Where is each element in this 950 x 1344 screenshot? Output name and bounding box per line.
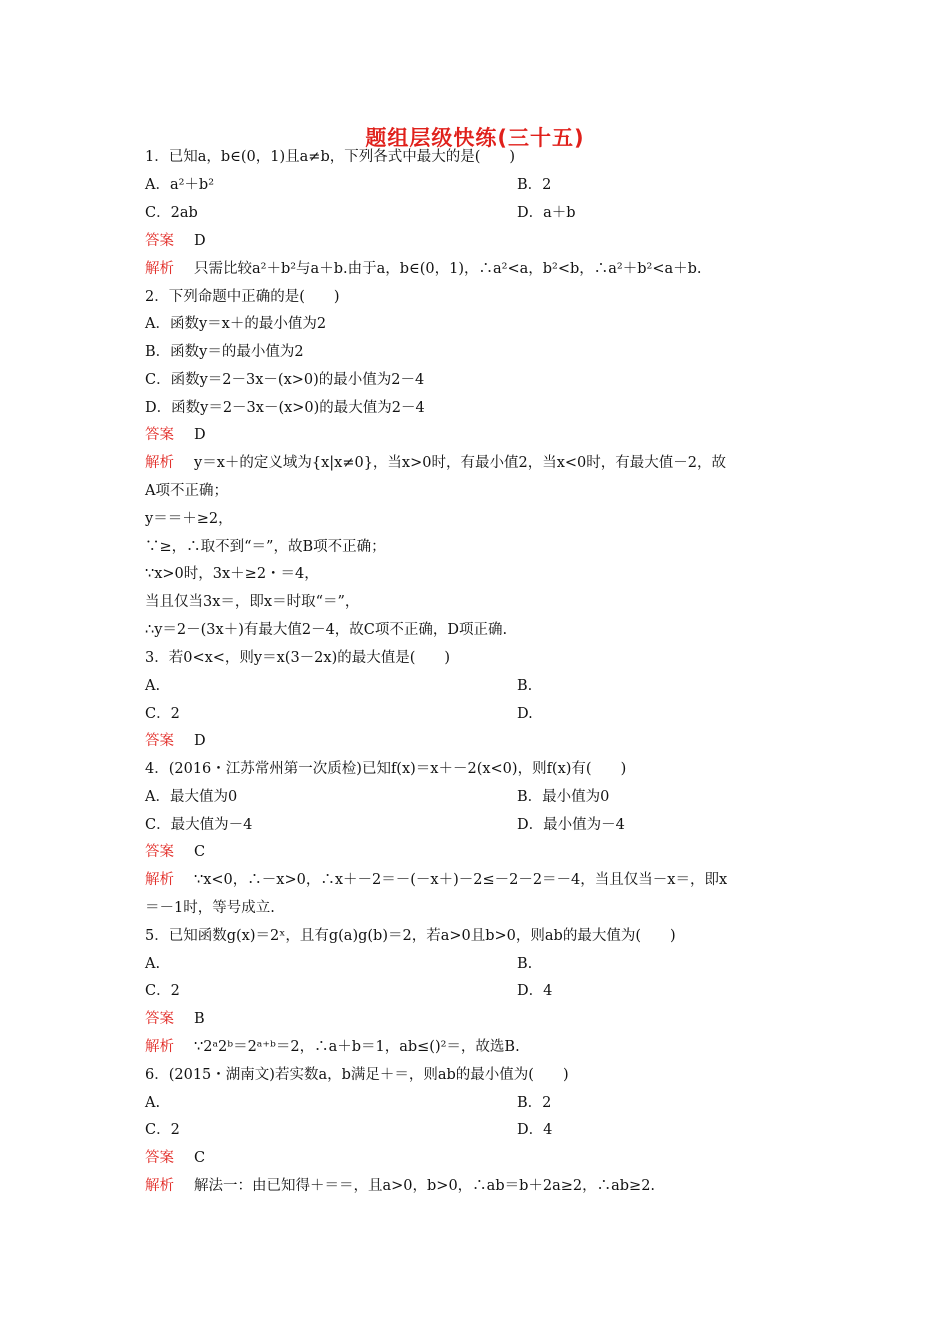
q2-answer	[145, 425, 206, 445]
q6-option-d: D．4	[517, 1122, 553, 1138]
q3-option-c: C．2	[145, 706, 180, 722]
question-4: 4．(2016・江苏常州第一次质检)已知f(x)＝x＋－2(x<0)，则f(x)有( )	[145, 761, 627, 777]
q4-option-d: D．最小值为－4	[517, 817, 625, 833]
q3-option-a: A.	[145, 678, 161, 694]
q3-option-b: B.	[517, 678, 533, 694]
q2-analysis	[145, 453, 726, 473]
q4-answer-value: C	[194, 844, 206, 860]
q6-option-a: A.	[145, 1095, 161, 1111]
q2-analysis-line-4: ∵≥，∴取不到“＝”，故B项不正确；	[145, 539, 386, 555]
q2-option-b: B．函数y＝的最小值为2	[145, 344, 304, 360]
q2-analysis-line-2: A项不正确；	[145, 483, 228, 499]
q3-answer	[145, 731, 206, 751]
question-3: 3．若0<x<，则y＝x(3－2x)的最大值是( )	[145, 650, 451, 666]
q4-option-b: B．最小值为0	[517, 789, 610, 805]
q1-option-d: D．a＋b	[517, 205, 576, 221]
q6-answer-value: C	[194, 1150, 206, 1166]
q1-option-c: C．2ab	[145, 205, 198, 221]
q4-analysis-line-2: ＝－1时，等号成立.	[145, 900, 275, 916]
q5-option-d: D．4	[517, 983, 553, 999]
q1-analysis	[145, 259, 702, 279]
q3-option-d: D.	[517, 706, 533, 722]
q3-answer-value: D	[194, 733, 206, 749]
question-6: 6．(2015・湖南文)若实数a，b满足＋＝，则ab的最小值为( )	[145, 1067, 569, 1083]
q6-analysis-text: 解法一：由已知得＋＝＝，且a>0，b>0，∴ab＝b＋2a≥2，∴ab≥2.	[194, 1178, 656, 1194]
answer-label: 答案	[145, 1150, 174, 1166]
analysis-label: 解析	[145, 872, 174, 888]
q1-answer	[145, 231, 206, 251]
q4-answer	[145, 842, 205, 862]
q2-option-d: D．函数y＝2－3x－(x>0)的最大值为2－4	[145, 400, 425, 416]
q6-option-c: C．2	[145, 1122, 180, 1138]
question-2: 2．下列命题中正确的是( )	[145, 289, 340, 305]
q2-option-c: C．函数y＝2－3x－(x>0)的最小值为2－4	[145, 372, 425, 388]
analysis-label: 解析	[145, 455, 174, 471]
q2-analysis-line-6: 当且仅当3x＝，即x＝时取“＝”，	[145, 594, 360, 610]
q5-option-a: A.	[145, 956, 161, 972]
question-1: 1．已知a，b∈(0，1)且a≠b，下列各式中最大的是( )	[145, 149, 516, 165]
q4-analysis	[145, 870, 727, 890]
q5-answer	[145, 1009, 205, 1029]
q1-answer-value: D	[194, 233, 206, 249]
q2-option-a: A．函数y＝x＋的最小值为2	[145, 316, 327, 332]
q2-analysis-line-3: y＝＝＋≥2，	[145, 511, 233, 527]
q4-option-a: A．最大值为0	[145, 789, 238, 805]
q5-option-c: C．2	[145, 983, 180, 999]
q5-answer-value: B	[194, 1011, 205, 1027]
q2-analysis-line-5: ∵x>0时，3x＋≥2・＝4，	[145, 566, 319, 582]
q5-analysis-text: ∵2ᵃ2ᵇ＝2ᵃ⁺ᵇ＝2，∴a＋b＝1，ab≤()²＝，故选B.	[194, 1039, 520, 1055]
q1-option-b: B．2	[517, 177, 552, 193]
question-5: 5．已知函数g(x)＝2ˣ，且有g(a)g(b)＝2，若a>0且b>0，则ab的最大值为( )	[145, 928, 676, 944]
q2-analysis-line-7: ∴y＝2－(3x＋)有最大值2－4，故C项不正确，D项正确.	[145, 622, 508, 638]
q1-option-a: A．a²＋b²	[145, 177, 215, 193]
answer-label: 答案	[145, 844, 174, 860]
answer-label: 答案	[145, 427, 174, 443]
q2-answer-value: D	[194, 427, 206, 443]
answer-label: 答案	[145, 733, 174, 749]
q2-analysis-line-1: y＝x＋的定义域为{x|x≠0}，当x>0时，有最小值2，当x<0时，有最大值－2，故	[194, 455, 726, 471]
q1-analysis-text: 只需比较a²＋b²与a＋b.由于a，b∈(0，1)，∴a²<a，b²<b，∴a²＋b²<a＋b.	[194, 261, 702, 277]
analysis-label: 解析	[145, 1039, 174, 1055]
q6-analysis	[145, 1176, 655, 1196]
q6-option-b: B．2	[517, 1095, 552, 1111]
page-title: 题组层级快练(三十五)	[365, 126, 585, 150]
answer-label: 答案	[145, 233, 174, 249]
q6-answer	[145, 1148, 205, 1168]
answer-label: 答案	[145, 1011, 174, 1027]
analysis-label: 解析	[145, 1178, 174, 1194]
q4-analysis-line-1: ∵x<0，∴－x>0，∴x＋－2＝－(－x＋)－2≤－2－2＝－4，当且仅当－x＝，即x	[194, 872, 728, 888]
q4-option-c: C．最大值为－4	[145, 817, 253, 833]
q5-option-b: B.	[517, 956, 533, 972]
analysis-label: 解析	[145, 261, 174, 277]
q5-analysis	[145, 1037, 520, 1057]
